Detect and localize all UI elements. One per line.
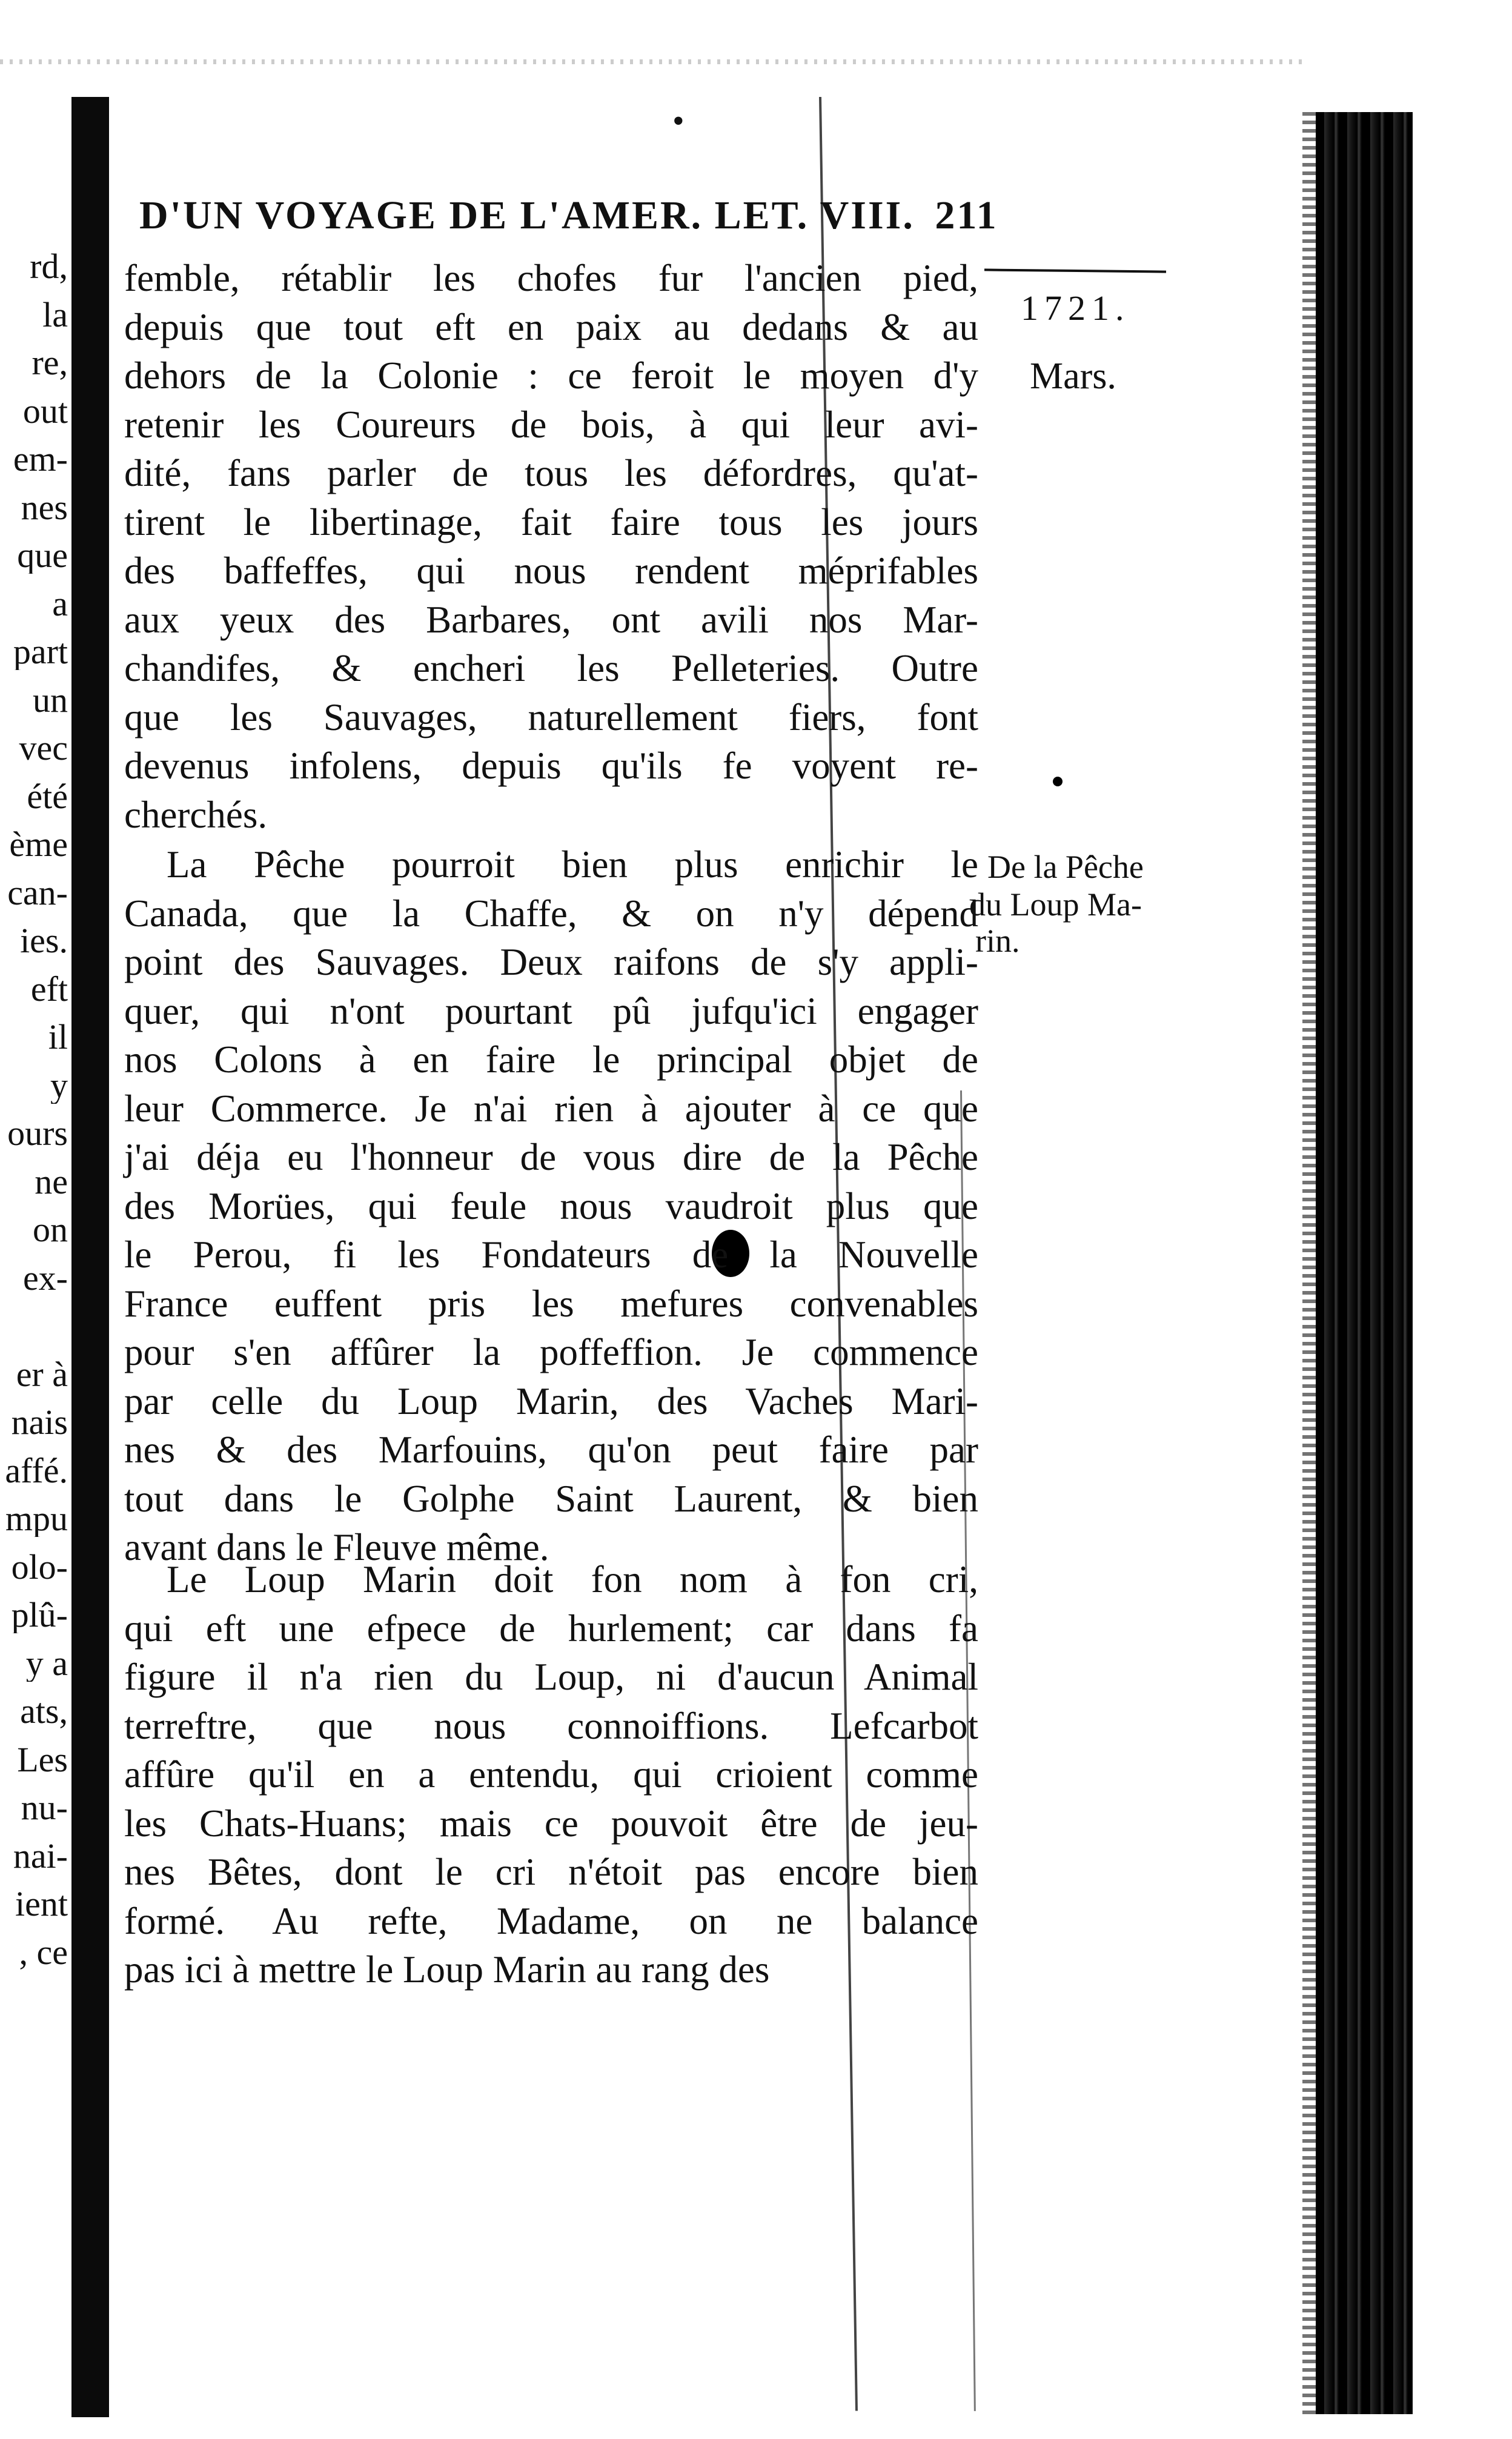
body-line: Le Loup Marin doit fon nom à fon cri, <box>167 1558 978 1601</box>
prev-page-fragment: ne <box>35 1163 68 1200</box>
ink-mark-top: • <box>672 102 685 140</box>
prev-page-fragment: un <box>33 682 68 718</box>
prev-page-fragment: ient <box>15 1886 68 1922</box>
body-line: figure il n'a rien du Loup, ni d'aucun Animal <box>124 1656 978 1698</box>
body-line: point des Sauvages. Deux raifons de s'y appli- <box>124 941 978 983</box>
body-line: devenus infolens, depuis qu'ils fe voyent re- <box>124 745 978 787</box>
body-line: aux yeux des Barbares, ont avili nos Mar- <box>124 598 978 641</box>
prev-page-fragment: rd, <box>30 248 68 285</box>
scan-noise-top <box>0 59 1302 64</box>
prev-page-fragment: y a <box>25 1645 68 1682</box>
margin-note-line: du Loup Ma- <box>969 886 1142 923</box>
prev-page-fragment: on <box>33 1212 68 1248</box>
prev-page-fragment: olo- <box>11 1548 68 1585</box>
body-line: nes Bêtes, dont le cri n'étoit pas encore bien <box>124 1851 978 1893</box>
body-line: retenir les Coureurs de bois, à qui leur avi- <box>124 403 978 446</box>
prev-page-fragment: Les <box>17 1741 68 1778</box>
prev-page-fragment: out <box>22 393 68 430</box>
body-line: affûre qu'il en a entendu, qui crioient comme <box>124 1753 978 1796</box>
body-line: j'ai déja eu l'honneur de vous dire de la Pêche <box>124 1136 978 1178</box>
prev-page-fragment: nai- <box>13 1837 68 1874</box>
body-line: des Morües, qui feule nous vaudroit plus que <box>124 1184 978 1227</box>
page-number: 211 <box>935 193 998 237</box>
binding-shadow-right <box>1316 112 1413 2414</box>
body-line: qui eft une efpece de hurlement; car dans fa <box>124 1607 978 1650</box>
margin-date-month: Mars. <box>1030 356 1116 397</box>
body-line: tout dans le Golphe Saint Laurent, & bien <box>124 1477 978 1520</box>
prev-page-fragment: nu- <box>21 1790 68 1826</box>
prev-page-fragment: vec <box>19 730 68 766</box>
prev-page-fragment: ours <box>7 1115 68 1152</box>
body-line: France euffent pris les mefures convenables <box>124 1282 978 1325</box>
body-line: avant dans le Fleuve même. <box>124 1526 549 1568</box>
body-line: chandifes, & encheri les Pelleteries. Outre <box>124 647 978 689</box>
prev-page-fragment: mpu <box>5 1501 68 1537</box>
prev-page-fragments <box>0 248 68 2126</box>
prev-page-fragment: em- <box>13 441 68 477</box>
body-line: leur Commerce. Je n'ai rien à ajouter à ce que <box>124 1087 978 1130</box>
body-line: tirent le libertinage, fait faire tous les jours <box>124 500 978 543</box>
body-line: les Chats-Huans; mais ce pouvoit être de jeu- <box>124 1802 978 1845</box>
body-line: formé. Au refte, Madame, on ne balance <box>124 1899 978 1942</box>
body-line: cherchés. <box>124 793 268 836</box>
body-line: par celle du Loup Marin, des Vaches Mari- <box>124 1379 978 1422</box>
margin-note-line: De la Pêche <box>987 849 1144 885</box>
body-line: des baffeffes, qui nous rendent méprifables <box>124 549 978 592</box>
running-title: D'UN VOYAGE DE L'AMER. LET. VIII. <box>139 193 915 237</box>
body-line: que les Sauvages, naturellement fiers, font <box>124 695 978 738</box>
prev-page-fragment: ème <box>9 826 68 863</box>
body-line: dité, fans parler de tous les défordres, qu'at- <box>124 452 978 494</box>
body-line: terreftre, que nous connoiffions. Lefcarbot <box>124 1704 978 1747</box>
prev-page-fragment: can- <box>7 874 68 911</box>
prev-page-fragment: , ce <box>19 1934 68 1971</box>
body-line: femble, rétablir les chofes fur l'ancien pied, <box>124 257 978 299</box>
margin-rule <box>984 268 1166 273</box>
body-line: dehors de la Colonie : ce feroit le moyen d'y <box>124 354 978 397</box>
prev-page-fragment: la <box>42 296 68 333</box>
body-line: Canada, que la Chaffe, & on n'y dépend <box>124 892 978 935</box>
binding-shadow-left <box>71 97 109 2417</box>
prev-page-fragment: eft <box>30 971 68 1007</box>
prev-page-fragment: re, <box>31 345 68 381</box>
prev-page-fragment: ies. <box>20 923 68 959</box>
body-line: pas ici à mettre le Loup Marin au rang des <box>124 1948 770 1991</box>
prev-page-fragment: part <box>13 634 68 670</box>
body-line: La Pêche pourroit bien plus enrichir le <box>167 843 978 886</box>
prev-page-fragment: ats, <box>20 1693 68 1730</box>
prev-page-fragment: nais <box>11 1404 68 1441</box>
prev-page-fragment: y <box>50 1067 68 1104</box>
prev-page-fragment: que <box>17 537 68 574</box>
body-line: pour s'en affûrer la poffeffion. Je commence <box>124 1331 978 1373</box>
ink-dot <box>1053 777 1063 786</box>
body-line: le Perou, fi les Fondateurs de la Nouvelle <box>124 1233 978 1276</box>
prev-page-fragment: a <box>52 585 68 622</box>
prev-page-fragment: nes <box>21 489 68 526</box>
body-line: nos Colons à en faire le principal objet de <box>124 1038 978 1081</box>
prev-page-fragment: été <box>27 778 68 815</box>
prev-page-fragment: il <box>48 1019 68 1055</box>
prev-page-fragment: affé. <box>5 1452 68 1489</box>
prev-page-fragment: plû- <box>11 1597 68 1633</box>
prev-page-fragment: er à <box>16 1356 68 1393</box>
prev-page-fragment: ex- <box>22 1259 68 1296</box>
running-header <box>139 193 998 239</box>
margin-date-year: 1721. <box>1021 288 1130 328</box>
margin-note-line: rin. <box>975 923 1020 959</box>
body-line: nes & des Marfouins, qu'on peut faire par <box>124 1429 978 1471</box>
body-line: quer, qui n'ont pourtant pû jufqu'ici engager <box>124 989 978 1032</box>
body-line: depuis que tout eft en paix au dedans & au <box>124 305 978 348</box>
